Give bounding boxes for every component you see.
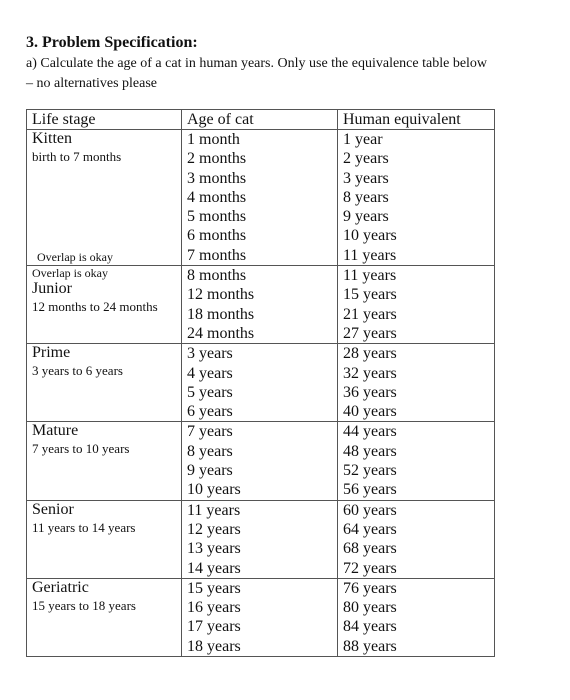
age-value: 4 months xyxy=(187,188,247,206)
human-value: 2 years xyxy=(343,150,389,168)
stage-group-prime xyxy=(27,344,495,422)
human-cell xyxy=(338,344,495,422)
human-value: 32 years xyxy=(343,364,397,382)
age-value: 3 years xyxy=(187,345,233,363)
age-value: 7 months xyxy=(187,246,247,264)
human-value: 28 years xyxy=(343,345,397,363)
stage-range: 11 years to 14 years xyxy=(32,519,136,535)
stage-range: 7 years to 10 years xyxy=(32,441,130,457)
human-value: 68 years xyxy=(343,540,397,558)
age-value: 3 months xyxy=(187,169,247,187)
stage-group-geriatric xyxy=(27,578,495,656)
age-value: 15 years xyxy=(187,579,241,597)
human-value: 21 years xyxy=(343,305,397,323)
human-value: 10 years xyxy=(343,227,397,245)
header-human-equivalent: Human equivalent xyxy=(338,110,495,130)
stage-range: 15 years to 18 years xyxy=(32,597,136,613)
human-value: 48 years xyxy=(343,442,397,460)
age-value: 5 months xyxy=(187,208,247,226)
age-cell xyxy=(182,500,338,578)
human-cell xyxy=(338,130,495,266)
human-value: 15 years xyxy=(343,286,397,304)
human-value: 84 years xyxy=(343,618,397,636)
human-value: 9 years xyxy=(343,208,389,226)
human-value: 1 year xyxy=(343,131,383,148)
human-value: 36 years xyxy=(343,383,397,401)
human-value: 64 years xyxy=(343,520,397,538)
human-value: 80 years xyxy=(343,599,397,617)
human-value: 11 years xyxy=(343,267,397,285)
table-row xyxy=(27,344,495,422)
age-cell xyxy=(182,422,338,500)
human-value: 60 years xyxy=(343,501,397,519)
age-value: 9 years xyxy=(187,462,233,480)
human-value: 76 years xyxy=(343,579,397,597)
stage-group-junior xyxy=(27,266,495,344)
table-row xyxy=(27,500,495,578)
stage-name: Mature xyxy=(32,422,79,440)
problem-description: a) Calculate the age of a cat in human years. Only use the equivalence table below – no alternatives please xyxy=(26,56,488,91)
age-cell xyxy=(182,578,338,656)
table-row xyxy=(27,130,495,266)
header-life-stage: Life stage xyxy=(27,110,182,130)
age-value: 12 months xyxy=(187,286,255,304)
age-value: 24 months xyxy=(187,324,255,342)
age-cell xyxy=(182,344,338,422)
human-cell xyxy=(338,578,495,656)
human-cell xyxy=(338,500,495,578)
stage-group-senior xyxy=(27,500,495,578)
table-row xyxy=(27,266,495,344)
age-value: 10 years xyxy=(187,481,241,499)
age-value: 7 years xyxy=(187,423,233,441)
overlap-note: Overlap is okay xyxy=(32,266,108,281)
stage-group-mature xyxy=(27,422,495,500)
stage-range: 12 months to 24 months xyxy=(32,299,158,315)
age-cell xyxy=(182,130,338,266)
age-value: 8 months xyxy=(187,267,247,285)
age-value: 16 years xyxy=(187,599,241,617)
age-value: 13 years xyxy=(187,540,241,558)
age-value: 18 years xyxy=(187,637,241,655)
human-cell xyxy=(338,266,495,344)
age-value: 11 years xyxy=(187,501,241,519)
age-value: 6 months xyxy=(187,227,247,245)
life-stage-cell xyxy=(27,130,182,266)
stage-name: Prime xyxy=(32,344,71,362)
age-cell xyxy=(182,266,338,344)
header-age-of-cat: Age of cat xyxy=(182,110,338,130)
age-value: 4 years xyxy=(187,364,233,382)
age-value: 8 years xyxy=(187,442,233,460)
human-value: 27 years xyxy=(343,324,397,342)
stage-name: Geriatric xyxy=(32,578,89,596)
stage-range: birth to 7 months xyxy=(32,149,122,164)
human-cell xyxy=(338,422,495,500)
table-row xyxy=(27,578,495,656)
table-header-row xyxy=(27,110,495,130)
age-value: 1 month xyxy=(187,131,240,148)
cat-age-table xyxy=(26,109,495,657)
life-stage-cell xyxy=(27,578,182,656)
stage-group-kitten xyxy=(27,130,495,266)
life-stage-cell xyxy=(27,422,182,500)
overlap-note: Overlap is okay xyxy=(37,250,113,264)
human-value: 56 years xyxy=(343,481,397,499)
age-value: 2 months xyxy=(187,150,247,168)
life-stage-cell xyxy=(27,266,182,344)
human-value: 40 years xyxy=(343,403,397,421)
age-value: 14 years xyxy=(187,559,241,577)
table-row xyxy=(27,422,495,500)
human-value: 44 years xyxy=(343,423,397,441)
human-value: 72 years xyxy=(343,559,397,577)
human-value: 3 years xyxy=(343,169,389,187)
stage-name: Kitten xyxy=(32,130,72,147)
age-value: 12 years xyxy=(187,520,241,538)
age-value: 5 years xyxy=(187,383,233,401)
age-value: 6 years xyxy=(187,403,233,421)
section-heading: 3. Problem Specification: xyxy=(26,34,198,51)
age-value: 18 months xyxy=(187,305,255,323)
human-value: 11 years xyxy=(343,246,397,264)
stage-name: Senior xyxy=(32,500,74,518)
stage-range: 3 years to 6 years xyxy=(32,363,123,379)
human-value: 52 years xyxy=(343,462,397,480)
human-value: 8 years xyxy=(343,188,389,206)
human-value: 88 years xyxy=(343,637,397,655)
age-value: 17 years xyxy=(187,618,241,636)
life-stage-cell xyxy=(27,344,182,422)
stage-name: Junior xyxy=(32,280,72,298)
life-stage-cell xyxy=(27,500,182,578)
